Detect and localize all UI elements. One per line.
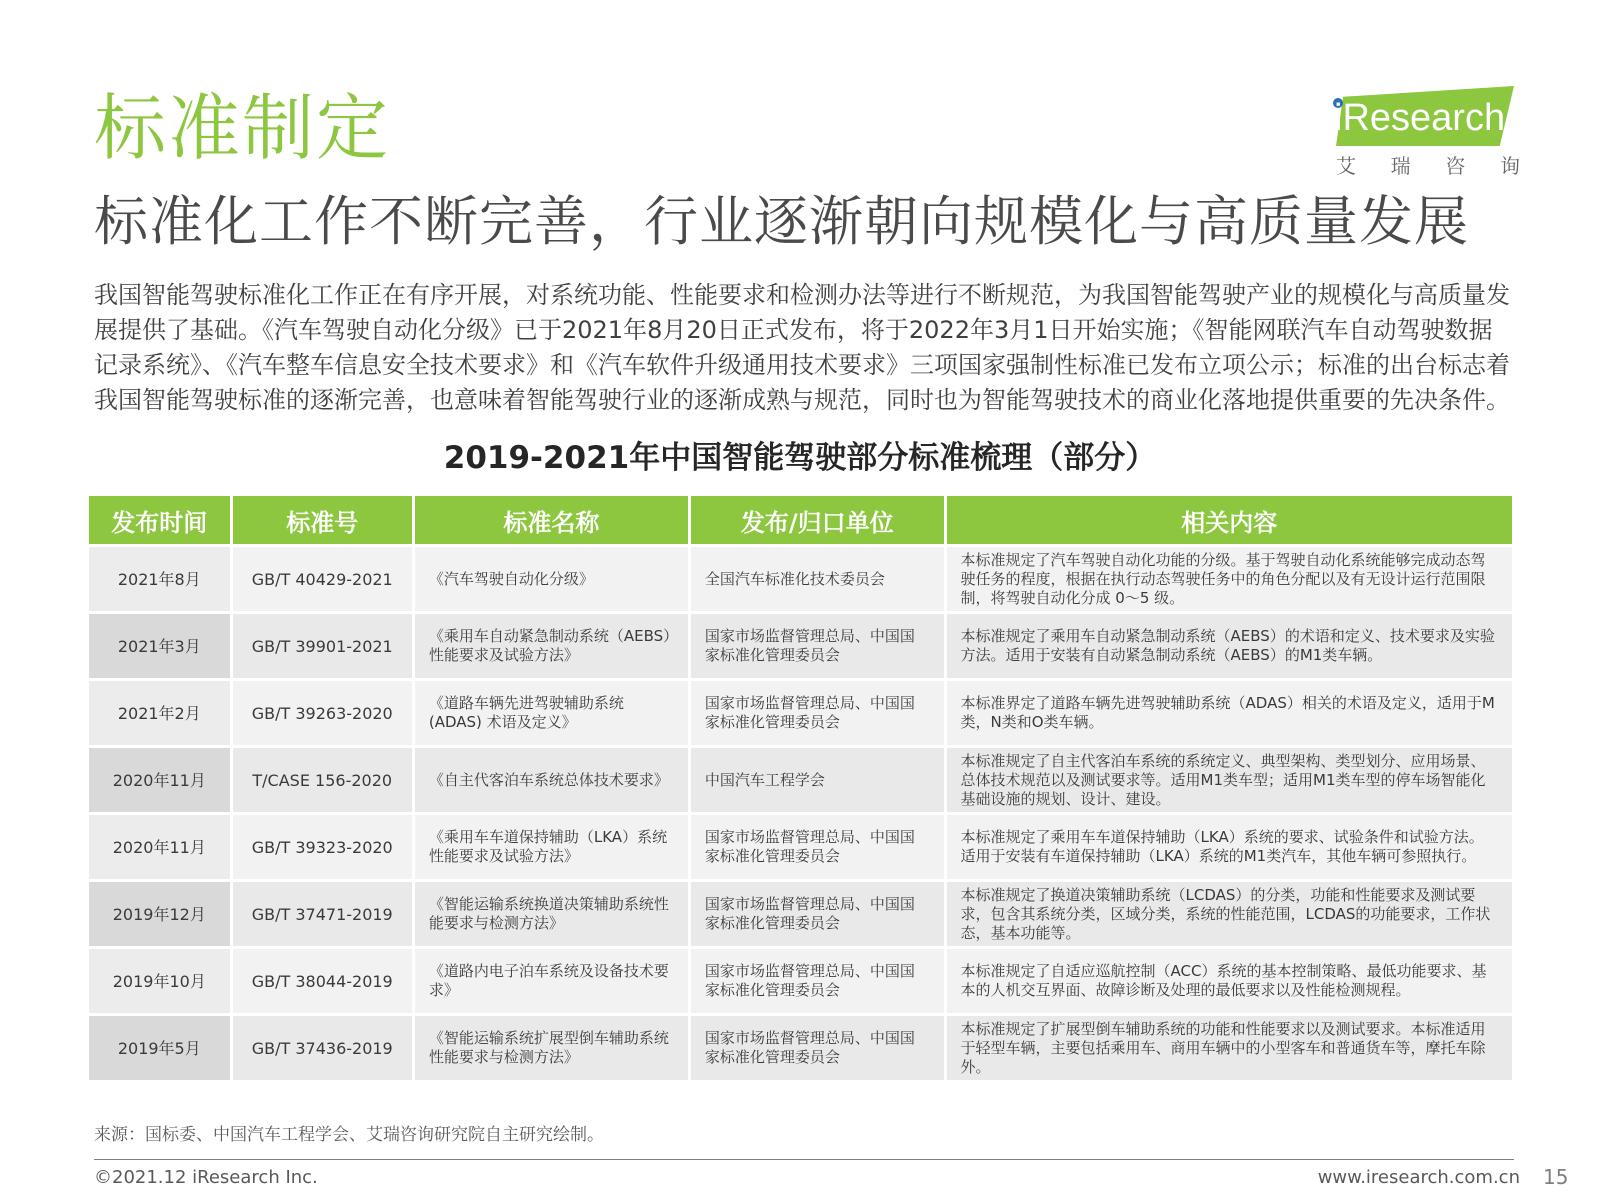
header-name: 标准名称: [415, 496, 688, 544]
logo-subtext: [1336, 154, 1520, 178]
logo-sub-char: 瑞: [1390, 154, 1411, 178]
cell-name: 《乘用车自动紧急制动系统（AEBS）性能要求及试验方法》: [415, 614, 688, 678]
cell-name: 《道路车辆先进驾驶辅助系统(ADAS) 术语及定义》: [415, 681, 688, 745]
cell-date: 2019年12月: [89, 882, 230, 946]
table-row: [89, 1016, 1512, 1080]
cell-content: 本标准规定了自适应巡航控制（ACC）系统的基本控制策略、最低功能要求、基本的人机交互界面、故障诊断及处理的最低要求以及性能检测规程。: [947, 949, 1512, 1013]
cell-org: 国家市场监督管理总局、中国国家标准化管理委员会: [691, 1016, 944, 1080]
cell-number: GB/T 37436-2019: [233, 1016, 412, 1080]
standards-table: [86, 493, 1515, 1083]
cell-number: GB/T 39263-2020: [233, 681, 412, 745]
header-org: 发布/归口单位: [691, 496, 944, 544]
cell-number: GB/T 37471-2019: [233, 882, 412, 946]
logo-sub-char: 询: [1499, 154, 1520, 178]
cell-org: 全国汽车标准化技术委员会: [691, 547, 944, 611]
table-title: 2019-2021年中国智能驾驶部分标准梳理（部分）: [443, 440, 1157, 476]
cell-name: 《汽车驾驶自动化分级》: [415, 547, 688, 611]
header-number: 标准号: [233, 496, 412, 544]
cell-number: GB/T 38044-2019: [233, 949, 412, 1013]
table-header-row: [89, 496, 1512, 544]
cell-name: 《道路内电子泊车系统及设备技术要求》: [415, 949, 688, 1013]
cell-date: 2021年8月: [89, 547, 230, 611]
table-row: [89, 547, 1512, 611]
cell-content: 本标准规定了扩展型倒车辅助系统的功能和性能要求以及测试要求。本标准适用于轻型车辆，主要包括乘用车、商用车辆中的小型客车和普通货车等，摩托车除外。: [947, 1016, 1512, 1080]
cell-number: GB/T 39901-2021: [233, 614, 412, 678]
cell-number: GB/T 39323-2020: [233, 815, 412, 879]
cell-name: 《智能运输系统扩展型倒车辅助系统 性能要求与检测方法》: [415, 1016, 688, 1080]
cell-org: 国家市场监督管理总局、中国国家标准化管理委员会: [691, 681, 944, 745]
cell-date: 2021年2月: [89, 681, 230, 745]
table-row: [89, 748, 1512, 812]
logo-sub-char: 艾: [1336, 154, 1356, 178]
source-note: 来源：国标委、中国汽车工程学会、艾瑞咨询研究院自主研究绘制。: [94, 1125, 604, 1145]
cell-org: 国家市场监督管理总局、中国国家标准化管理委员会: [691, 614, 944, 678]
table-row: [89, 681, 1512, 745]
iresearch-logo: [1322, 84, 1522, 184]
cell-date: 2019年10月: [89, 949, 230, 1013]
cell-content: 本标准规定了汽车驾驶自动化功能的分级。基于驾驶自动化系统能够完成动态驾驶任务的程度，根据在执行动态驾驶任务中的角色分配以及有无设计运行范围限制，将驾驶自动化分成 0～5 级。: [947, 547, 1512, 611]
copyright: ©2021.12 iResearch Inc.: [94, 1167, 318, 1188]
table-row: [89, 815, 1512, 879]
cell-date: 2020年11月: [89, 748, 230, 812]
page-subtitle: 标准化工作不断完善，行业逐渐朝向规模化与高质量发展: [94, 190, 1469, 253]
table-row: [89, 949, 1512, 1013]
table-row: [89, 614, 1512, 678]
cell-content: 本标准规定了乘用车自动紧急制动系统（AEBS）的术语和定义、技术要求及实验方法。适用于安装有自动紧急制动系统（AEBS）的M1类车辆。: [947, 614, 1512, 678]
cell-number: T/CASE 156-2020: [233, 748, 412, 812]
header-date: 发布时间: [89, 496, 230, 544]
logo-wordmark: iResearch: [1334, 97, 1506, 139]
cell-content: 本标准规定了乘用车车道保持辅助（LKA）系统的要求、试验条件和试验方法。适用于安装有车道保持辅助（LKA）系统的M1类汽车，其他车辆可参照执行。: [947, 815, 1512, 879]
cell-content: 本标准规定了自主代客泊车系统的系统定义、典型架构、类型划分、应用场景、总体技术规范以及测试要求等。适用M1类车型；适用M1类车型的停车场智能化基础设施的规划、设计、建设。: [947, 748, 1512, 812]
cell-content: 本标准界定了道路车辆先进驾驶辅助系统（ADAS）相关的术语及定义，适用于M类，N类和O类车辆。: [947, 681, 1512, 745]
cell-org: 国家市场监督管理总局、中国国家标准化管理委员会: [691, 882, 944, 946]
page-title: 标准制定: [94, 86, 391, 170]
cell-date: 2021年3月: [89, 614, 230, 678]
cell-content: 本标准规定了换道决策辅助系统（LCDAS）的分类，功能和性能要求及测试要求，包含其系统分类，区域分类，系统的性能范围，LCDAS的功能要求，工作状态，基本功能等。: [947, 882, 1512, 946]
page-number: 15: [1543, 1165, 1569, 1189]
cell-org: 国家市场监督管理总局、中国国家标准化管理委员会: [691, 949, 944, 1013]
footer-divider: [94, 1159, 1514, 1160]
website-link[interactable]: www.iresearch.com.cn: [1317, 1167, 1520, 1188]
cell-name: 《自主代客泊车系统总体技术要求》: [415, 748, 688, 812]
cell-name: 《乘用车车道保持辅助（LKA）系统性能要求及试验方法》: [415, 815, 688, 879]
table-row: [89, 882, 1512, 946]
cell-number: GB/T 40429-2021: [233, 547, 412, 611]
logo-sub-char: 咨: [1445, 154, 1466, 178]
cell-date: 2020年11月: [89, 815, 230, 879]
cell-date: 2019年5月: [89, 1016, 230, 1080]
header-content: 相关内容: [947, 496, 1512, 544]
cell-org: 中国汽车工程学会: [691, 748, 944, 812]
cell-name: 《智能运输系统换道决策辅助系统性能要求与检测方法》: [415, 882, 688, 946]
intro-paragraph: 我国智能驾驶标准化工作正在有序开展，对系统功能、性能要求和检测办法等进行不断规范，为我国智能驾驶产业的规模化与高质量发展提供了基础。《汽车驾驶自动化分级》已于2021年8月20日正式发布，将于2022年3月1日开始实施；《智能网联汽车自动驾驶数据记录系统》、《汽车整车信息安全技术要求》和《汽车软件升级通用技术要求》三项国家强制性标准已发布立项公示；标准的出台标志着我国智能驾驶标准的逐渐完善，也意味着智能驾驶行业的逐渐成熟与规范，同时也为智能驾驶技术的商业化落地提供重要的先决条件。: [94, 281, 1510, 414]
cell-org: 国家市场监督管理总局、中国国家标准化管理委员会: [691, 815, 944, 879]
